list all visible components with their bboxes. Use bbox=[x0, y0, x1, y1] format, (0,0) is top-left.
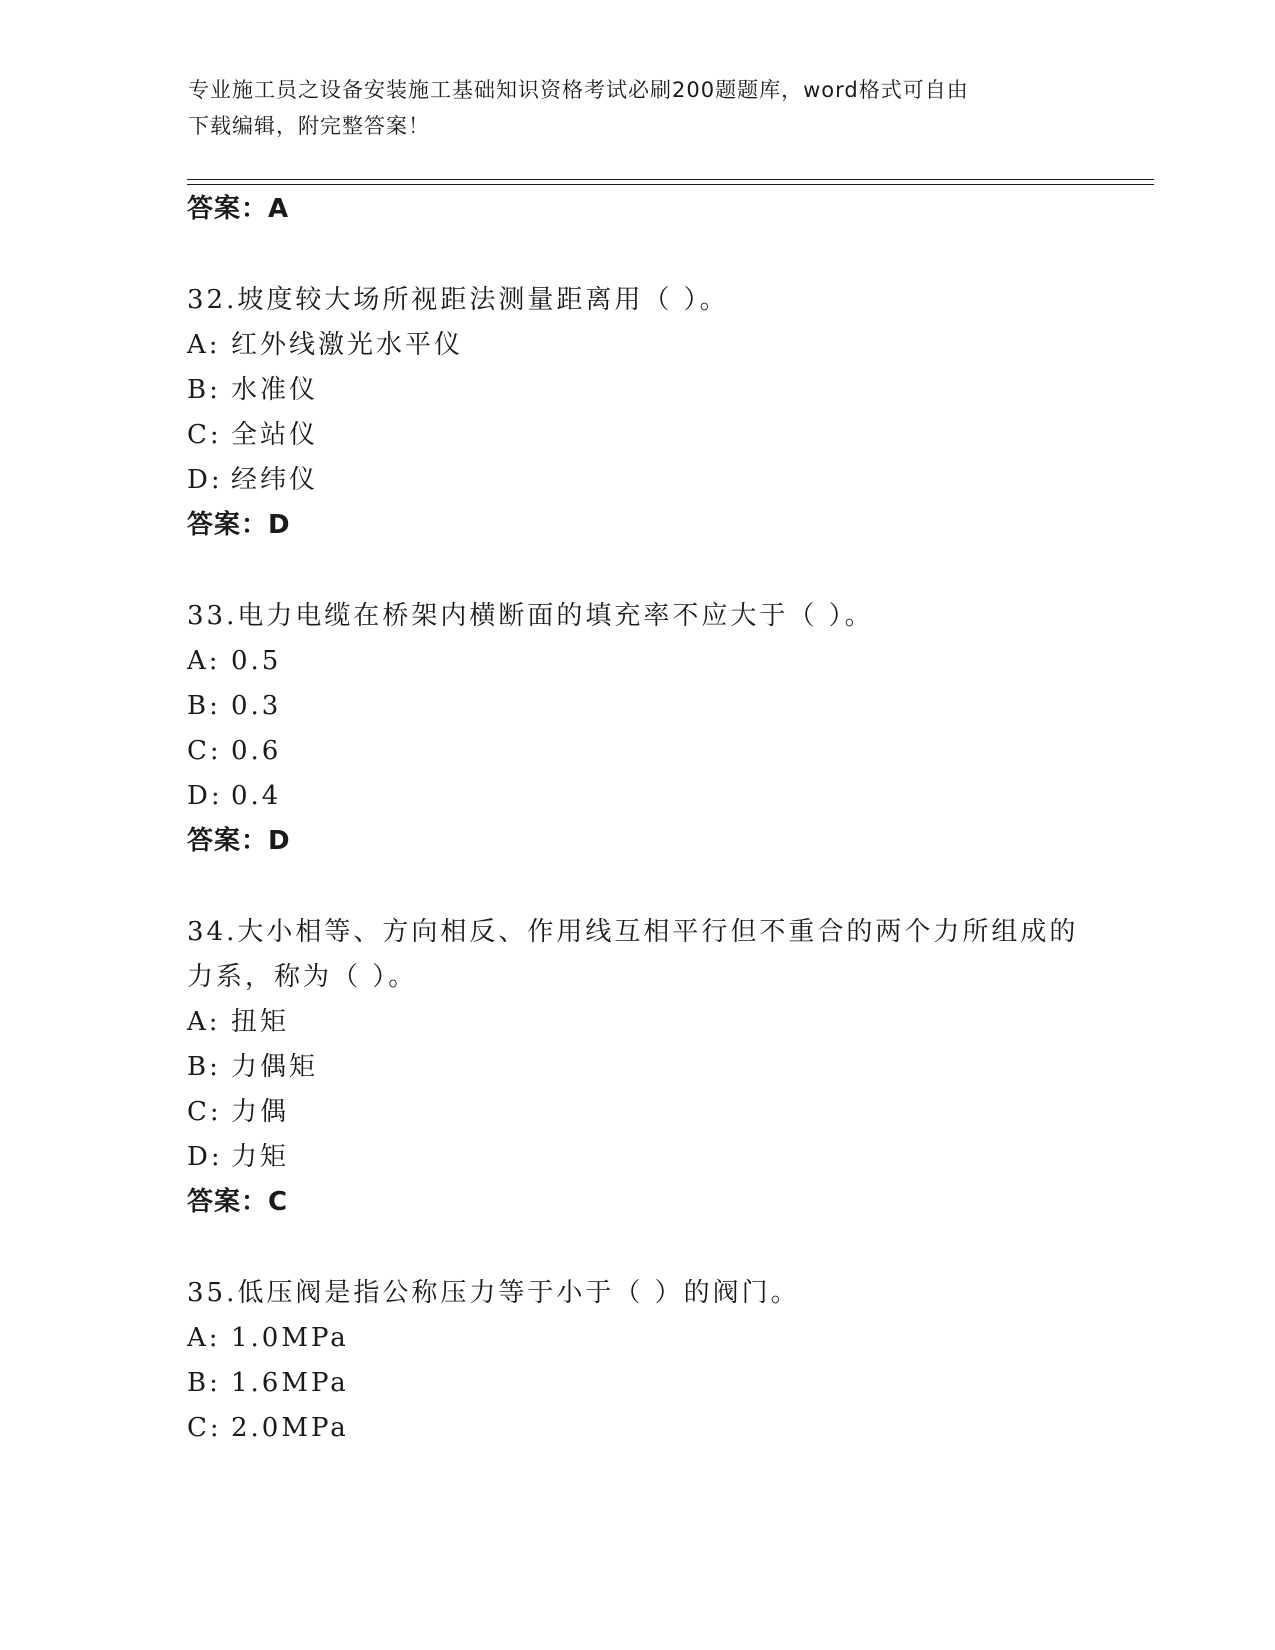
header-divider-bottom bbox=[187, 184, 1154, 185]
option-text: 0.4 bbox=[231, 781, 282, 811]
option-text: 力偶矩 bbox=[231, 1052, 319, 1082]
question-33-answer: 答案：D bbox=[187, 826, 291, 856]
option-label: C: bbox=[187, 736, 222, 766]
option-text: 全站仪 bbox=[231, 420, 319, 450]
question-34-stem-line-2: 力系，称为（ ）。 bbox=[187, 962, 418, 992]
option-label: D: bbox=[187, 465, 223, 495]
option-label: B: bbox=[187, 1052, 221, 1082]
option-label: C: bbox=[187, 1413, 222, 1443]
option-text: 扭矩 bbox=[231, 1007, 290, 1037]
question-33-stem: 33.电力电缆在桥架内横断面的填充率不应大于（ ）。 bbox=[187, 601, 874, 631]
option-label: B: bbox=[187, 1368, 221, 1398]
option-text: 2.0MPa bbox=[231, 1413, 349, 1443]
option-label: C: bbox=[187, 1097, 222, 1127]
question-32-option-d bbox=[187, 464, 318, 496]
option-text: 0.3 bbox=[231, 691, 282, 721]
question-35-stem: 35.低压阀是指公称压力等于小于（ ）的阀门。 bbox=[187, 1278, 800, 1308]
question-35-option-a bbox=[187, 1322, 349, 1354]
option-text: 经纬仪 bbox=[231, 465, 319, 495]
question-33-option-a bbox=[187, 645, 281, 677]
question-32-stem: 32.坡度较大场所视距法测量距离用（ ）。 bbox=[187, 285, 729, 315]
question-35-option-b bbox=[187, 1367, 349, 1399]
option-text: 0.6 bbox=[231, 736, 282, 766]
question-34-answer: 答案：C bbox=[187, 1187, 289, 1217]
question-33-option-b bbox=[187, 690, 281, 722]
option-text: 0.5 bbox=[231, 646, 282, 676]
option-text: 力偶 bbox=[231, 1097, 290, 1127]
option-label: B: bbox=[187, 691, 221, 721]
question-32-option-c bbox=[187, 419, 318, 451]
option-label: B: bbox=[187, 375, 221, 405]
header-divider-top bbox=[187, 179, 1154, 180]
previous-answer: 答案：A bbox=[187, 194, 290, 224]
header-line-1: 专业施工员之设备安装施工基础知识资格考试必刷200题题库，word格式可自由 bbox=[188, 78, 969, 102]
option-label: D: bbox=[187, 1142, 223, 1172]
option-text: 1.6MPa bbox=[231, 1368, 349, 1398]
option-label: D: bbox=[187, 781, 223, 811]
document-header bbox=[188, 72, 1088, 144]
question-34-option-a bbox=[187, 1006, 289, 1038]
question-32-answer: 答案：D bbox=[187, 510, 291, 540]
question-34-option-b bbox=[187, 1051, 318, 1083]
question-33-option-d bbox=[187, 780, 281, 812]
question-32-option-b bbox=[187, 374, 318, 406]
option-label: A: bbox=[187, 330, 221, 360]
option-text: 红外线激光水平仪 bbox=[231, 330, 464, 360]
question-34-option-d bbox=[187, 1141, 289, 1173]
option-label: A: bbox=[187, 646, 221, 676]
option-text: 力矩 bbox=[231, 1142, 290, 1172]
question-32-option-a bbox=[187, 329, 463, 361]
question-34-stem-line-1: 34.大小相等、方向相反、作用线互相平行但不重合的两个力所组成的 bbox=[187, 917, 1079, 947]
question-35-option-c bbox=[187, 1412, 349, 1444]
option-label: A: bbox=[187, 1007, 221, 1037]
header-line-2: 下载编辑，附完整答案！ bbox=[188, 114, 430, 138]
question-33-option-c bbox=[187, 735, 281, 767]
option-label: C: bbox=[187, 420, 222, 450]
question-34-option-c bbox=[187, 1096, 289, 1128]
option-label: A: bbox=[187, 1323, 221, 1353]
option-text: 1.0MPa bbox=[231, 1323, 349, 1353]
option-text: 水准仪 bbox=[231, 375, 319, 405]
